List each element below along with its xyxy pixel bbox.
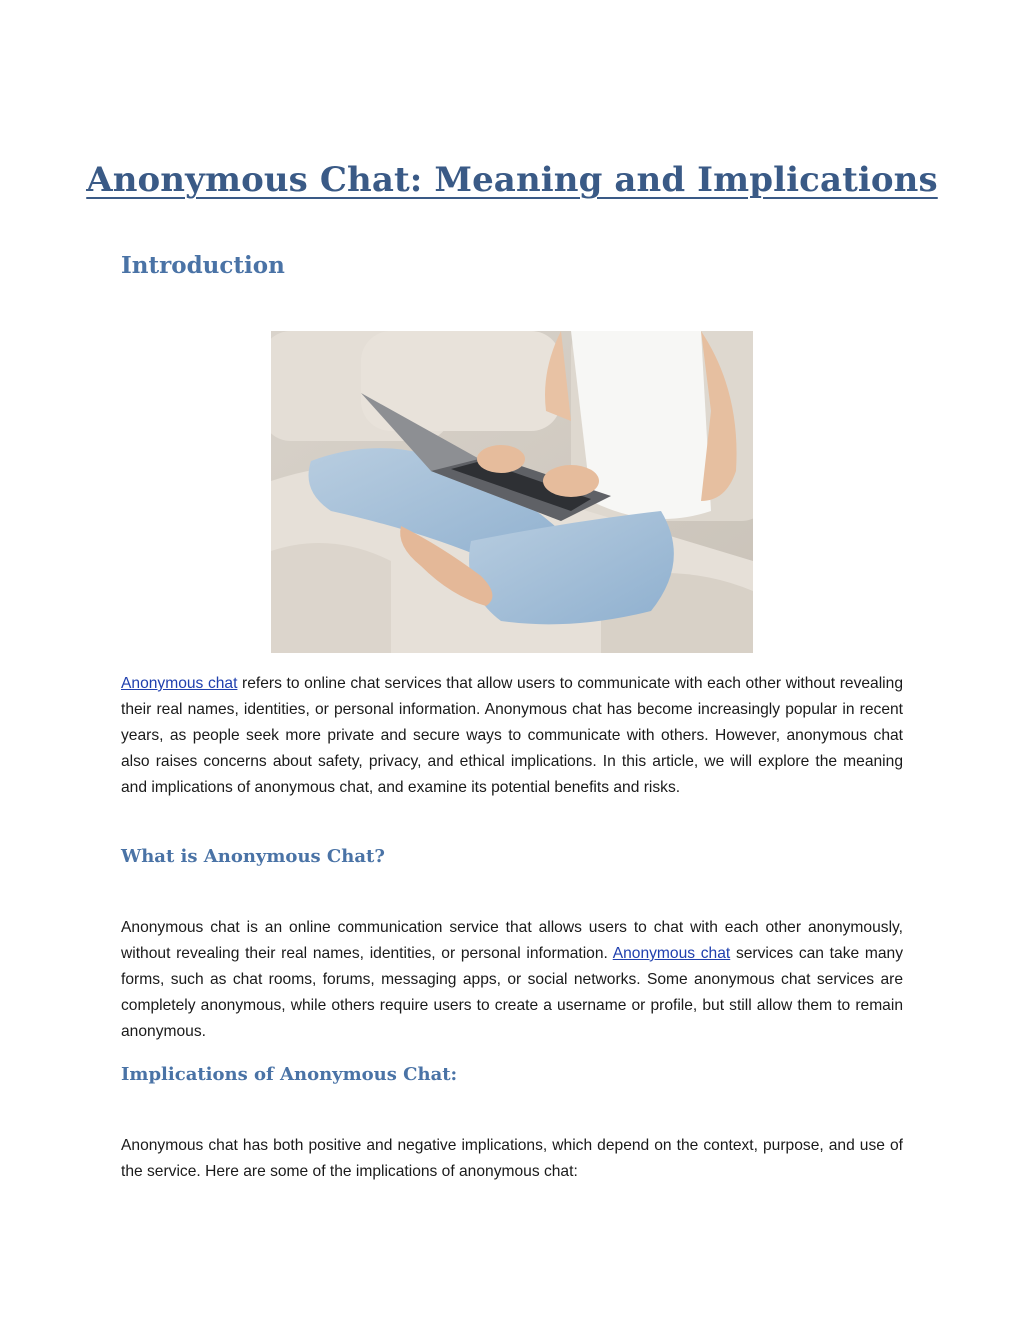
- what-is-paragraph: [121, 915, 903, 1045]
- woman-with-laptop-photo: [271, 331, 753, 653]
- section-heading-implications: Implications of Anonymous Chat:: [121, 1064, 458, 1085]
- document-title: Anonymous Chat: Meaning and Implications: [86, 160, 938, 200]
- implications-paragraph: Anonymous chat has both positive and negative implications, which depend on the context, purpose, and use of the service. Here are some of the implications of anonymous chat:: [121, 1137, 903, 1180]
- introduction-heading: Introduction: [121, 252, 285, 279]
- anonymous-chat-link[interactable]: Anonymous chat: [612, 945, 731, 962]
- what-is-text-after: services can take many forms, such as chat rooms, forums, messaging apps, or social networks. Some anonymous chat services are completely anonymous, while others require users to create a username or profile, but still allow them to remain anonymous.: [121, 945, 903, 1040]
- anonymous-chat-link[interactable]: Anonymous chat: [121, 675, 238, 692]
- section-heading-what-is: What is Anonymous Chat?: [121, 846, 385, 867]
- what-is-text-before: Anonymous chat is an online communication service that allows users to chat with each other anonymously, without revealing their real names, identities, or personal information.: [121, 919, 903, 962]
- intro-text: refers to online chat services that allow users to communicate with each other without revealing their real names, identities, or personal information. Anonymous chat has become increasingly popular in recent years, as people seek more private and secure ways to communicate with others. However, anonymous chat also raises concerns about safety, privacy, and ethical implications. In this article, we will explore the meaning and implications of anonymous chat, and examine its potential benefits and risks.: [121, 675, 903, 796]
- intro-paragraph: [121, 671, 903, 801]
